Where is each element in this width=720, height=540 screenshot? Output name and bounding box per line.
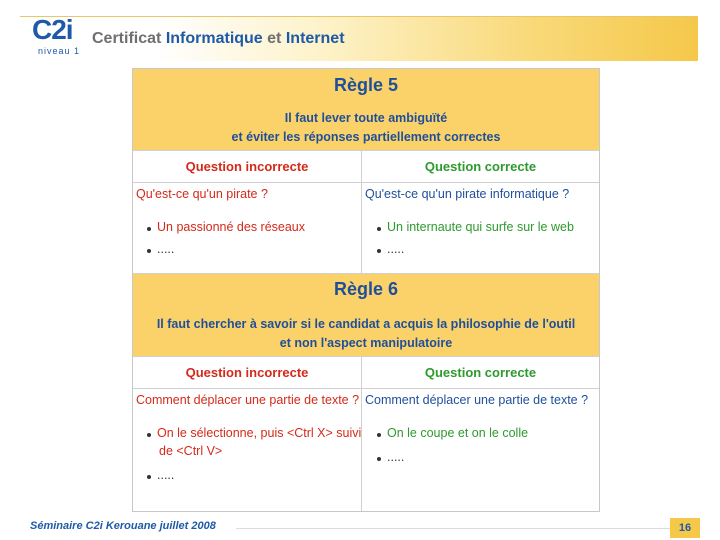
title-word-internet: Internet xyxy=(285,30,345,47)
rule-6-title: Règle 6 xyxy=(333,279,399,299)
bullet-icon xyxy=(147,433,151,437)
footer-text: Séminaire C2i Kerouane juillet 2008 xyxy=(30,520,216,532)
rule-6-question-correct: Comment déplacer une partie de texte ? xyxy=(365,393,589,407)
bullet-icon xyxy=(377,433,381,437)
list-item: Un internaute qui surfe sur le web xyxy=(377,217,574,238)
bullet-icon xyxy=(147,249,151,253)
rule-6-col-correct: Question correcte xyxy=(362,357,599,388)
bullet-icon xyxy=(147,227,151,231)
list-item: Un passionné des réseaux xyxy=(147,217,305,238)
rule-5-col-incorrect: Question incorrecte xyxy=(133,151,361,182)
bullet-icon xyxy=(147,475,151,479)
rule-6-question-incorrect: Comment déplacer une partie de texte ? xyxy=(136,393,360,407)
list-item: On le sélectionne, puis <Ctrl X> suivi xyxy=(147,423,361,444)
rules-table xyxy=(132,68,600,512)
divider xyxy=(133,388,599,389)
title-word-et: et xyxy=(267,30,282,47)
footer-divider xyxy=(236,528,670,529)
list-item: ..... xyxy=(377,447,404,468)
title-word-certificat: Certificat xyxy=(92,30,162,47)
rule-5-col-correct: Question correcte xyxy=(362,151,599,182)
c2i-logo xyxy=(28,16,96,60)
rule-5-title: Règle 5 xyxy=(333,75,399,95)
title-word-informatique: Informatique xyxy=(165,30,263,47)
header-banner xyxy=(20,16,698,60)
page-number: 16 xyxy=(670,518,700,538)
list-item: On le coupe et on le colle xyxy=(377,423,528,444)
rule-5-question-incorrect: Qu'est-ce qu'un pirate ? xyxy=(136,187,268,201)
rule-6-text-line-1: Il faut chercher à savoir si le candidat a acquis la philosophie de l'outil xyxy=(156,317,576,331)
list-item: ..... xyxy=(147,465,174,486)
list-item: ..... xyxy=(377,239,404,260)
logo-subtext: niveau 1 xyxy=(38,46,81,56)
bullet-icon xyxy=(377,227,381,231)
header-title xyxy=(92,30,345,48)
bullet-icon xyxy=(377,249,381,253)
rule-5-text-line-2: et éviter les réponses partiellement correctes xyxy=(231,130,501,144)
list-item-continuation: de <Ctrl V> xyxy=(159,444,223,458)
bullet-icon xyxy=(377,457,381,461)
list-item: ..... xyxy=(147,239,174,260)
column-divider xyxy=(361,150,362,273)
rule-6-col-incorrect: Question incorrecte xyxy=(133,357,361,388)
rule-5-question-correct: Qu'est-ce qu'un pirate informatique ? xyxy=(365,187,570,201)
divider xyxy=(133,182,599,183)
logo-text: C2i xyxy=(32,14,73,45)
rule-6-text-line-2: et non l'aspect manipulatoire xyxy=(279,336,453,350)
rule-5-text-line-1: Il faut lever toute ambiguïté xyxy=(284,111,448,125)
